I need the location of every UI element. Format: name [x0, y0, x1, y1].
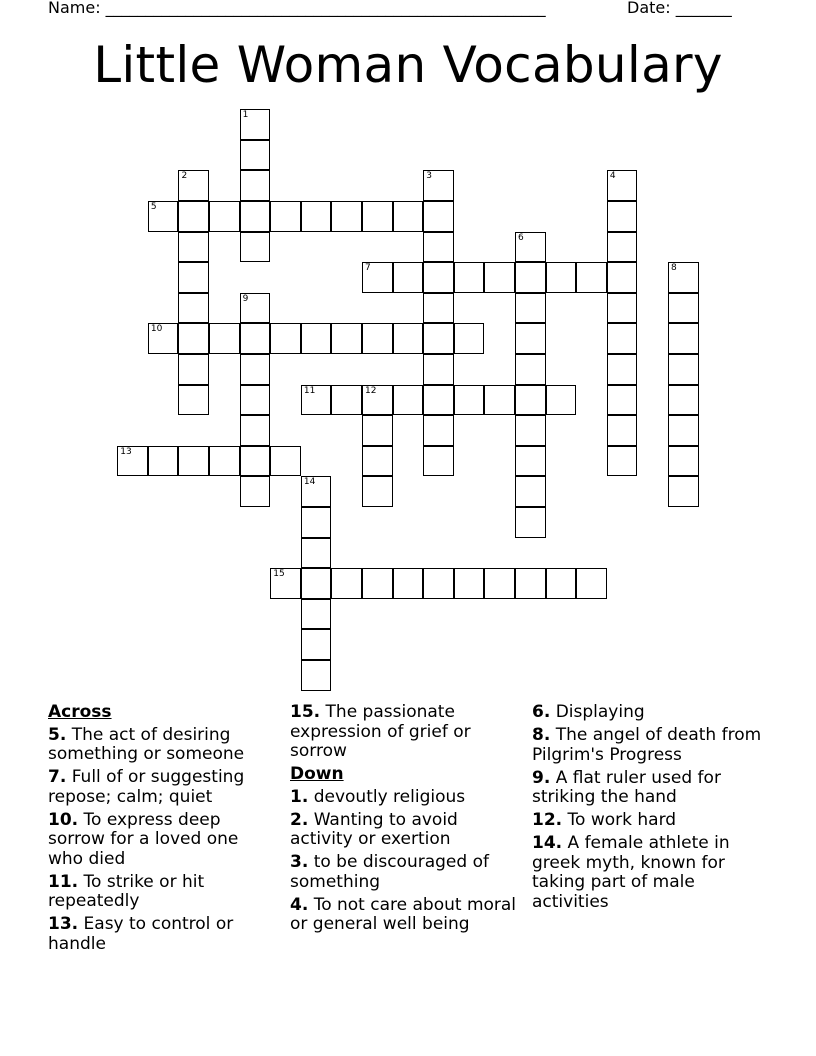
grid-cell[interactable] [576, 262, 607, 293]
grid-cell[interactable] [393, 262, 424, 293]
grid-cell[interactable] [668, 446, 699, 477]
grid-cell[interactable] [607, 415, 638, 446]
grid-cell[interactable] [178, 232, 209, 263]
grid-cell[interactable] [148, 201, 179, 232]
grid-cell[interactable] [393, 323, 424, 354]
grid-cell[interactable] [423, 385, 454, 416]
grid-cell[interactable] [393, 201, 424, 232]
grid-cell[interactable] [362, 476, 393, 507]
grid-cell[interactable] [178, 262, 209, 293]
grid-cell[interactable] [178, 293, 209, 324]
grid-cell[interactable] [423, 446, 454, 477]
clue-item: 12. To work hard [532, 810, 677, 830]
clue-item: 13. Easy to control or handle [48, 914, 234, 954]
grid-cell[interactable] [270, 568, 301, 599]
grid-cell[interactable] [515, 507, 546, 538]
grid-cell[interactable] [301, 660, 332, 691]
grid-cell[interactable] [393, 385, 424, 416]
grid-cell[interactable] [301, 538, 332, 569]
grid-cell[interactable] [209, 446, 240, 477]
grid-cell[interactable] [607, 293, 638, 324]
grid-cell[interactable] [240, 323, 271, 354]
grid-cell[interactable] [546, 385, 577, 416]
grid-cell[interactable] [301, 568, 332, 599]
clue-item: 6. Displaying [532, 702, 645, 722]
clue-number: 2 [181, 171, 188, 182]
grid-cell[interactable] [240, 293, 271, 324]
grid-cell[interactable] [607, 323, 638, 354]
grid-cell[interactable] [362, 385, 393, 416]
grid-cell[interactable] [270, 201, 301, 232]
grid-cell[interactable] [240, 201, 271, 232]
grid-cell[interactable] [301, 599, 332, 630]
grid-cell[interactable] [331, 385, 362, 416]
clue-item: 11. To strike or hit repeatedly [48, 871, 205, 911]
grid-cell[interactable] [484, 262, 515, 293]
clue-number: 12 [365, 385, 377, 396]
grid-cell[interactable] [178, 170, 209, 201]
clue-item: 3. to be discouraged of something [290, 852, 489, 892]
grid-cell[interactable] [362, 415, 393, 446]
grid-cell[interactable] [515, 354, 546, 385]
grid-cell[interactable] [515, 568, 546, 599]
clue-item: 4. To not care about moral or general well being [290, 894, 517, 934]
grid-cell[interactable] [515, 446, 546, 477]
grid-cell[interactable] [331, 568, 362, 599]
grid-cell[interactable] [607, 262, 638, 293]
clue-item: 8. The angel of death from Pilgrim's Progress [532, 725, 762, 765]
grid-cell[interactable] [484, 385, 515, 416]
across-heading: Across [48, 702, 112, 722]
clue-column-2 [290, 703, 520, 938]
clue-number: 13 [120, 446, 132, 457]
grid-cell[interactable] [423, 415, 454, 446]
clue-number: 7 [365, 263, 371, 274]
grid-cell[interactable] [178, 446, 209, 477]
grid-cell[interactable] [301, 629, 332, 660]
grid-cell[interactable] [240, 476, 271, 507]
grid-cell[interactable] [393, 568, 424, 599]
grid-cell[interactable] [607, 170, 638, 201]
clue-number: 10 [150, 324, 163, 335]
grid-cell[interactable] [515, 232, 546, 263]
clue-item: 9. A flat ruler used for striking the hand [532, 767, 721, 807]
grid-cell[interactable] [454, 568, 485, 599]
down-heading: Down [290, 764, 344, 784]
clue-number: 4 [609, 171, 616, 182]
grid-cell[interactable] [240, 385, 271, 416]
grid-cell[interactable] [546, 262, 577, 293]
grid-cell[interactable] [423, 323, 454, 354]
grid-cell[interactable] [117, 446, 148, 477]
clue-item: 2. Wanting to avoid activity or exertion [290, 809, 458, 849]
grid-cell[interactable] [607, 354, 638, 385]
clue-column-3 [532, 703, 762, 916]
grid-cell[interactable] [178, 354, 209, 385]
grid-cell[interactable] [178, 385, 209, 416]
grid-cell[interactable] [362, 262, 393, 293]
grid-cell[interactable] [178, 201, 209, 232]
grid-cell[interactable] [362, 323, 393, 354]
grid-cell[interactable] [515, 293, 546, 324]
clue-item: 1. devoutly religious [290, 786, 466, 807]
grid-cell[interactable] [362, 446, 393, 477]
grid-cell[interactable] [668, 354, 699, 385]
grid-cell[interactable] [454, 385, 485, 416]
clue-number: 14 [303, 477, 316, 488]
grid-cell[interactable] [607, 201, 638, 232]
grid-cell[interactable] [362, 201, 393, 232]
page-title: Little Woman Vocabulary [93, 36, 723, 94]
date-field[interactable]: Date: _______ [627, 0, 732, 17]
clue-number: 15 [273, 569, 285, 580]
grid-cell[interactable] [301, 507, 332, 538]
grid-cell[interactable] [178, 323, 209, 354]
grid-cell[interactable] [515, 476, 546, 507]
grid-cell[interactable] [576, 568, 607, 599]
grid-cell[interactable] [209, 323, 240, 354]
grid-cell[interactable] [607, 232, 638, 263]
grid-cell[interactable] [423, 232, 454, 263]
clue-column-1 [48, 703, 278, 958]
grid-cell[interactable] [240, 140, 271, 171]
grid-cell[interactable] [270, 446, 301, 477]
grid-cell[interactable] [515, 323, 546, 354]
grid-cell[interactable] [668, 476, 699, 507]
grid-cell[interactable] [668, 385, 699, 416]
clue-number: 6 [518, 232, 524, 243]
grid-cell[interactable] [362, 568, 393, 599]
grid-cell[interactable] [423, 201, 454, 232]
grid-cell[interactable] [607, 385, 638, 416]
clue-number: 11 [303, 385, 316, 396]
grid-cell[interactable] [423, 354, 454, 385]
clue-item: 10. To express deep sorrow for a loved one who died [48, 809, 239, 869]
grid-cell[interactable] [301, 385, 332, 416]
clue-item: 15. The passionate expression of grief or sorrow [290, 702, 471, 761]
grid-cell[interactable] [240, 415, 271, 446]
clue-number: 9 [242, 293, 249, 304]
grid-cell[interactable] [270, 323, 301, 354]
clue-number: 5 [150, 202, 157, 213]
clue-item: 5. The act of desiring something or someone [48, 724, 245, 764]
grid-cell[interactable] [240, 446, 271, 477]
clue-number: 3 [426, 171, 432, 182]
grid-cell[interactable] [301, 201, 332, 232]
grid-cell[interactable] [331, 201, 362, 232]
clue-item: 14. A female athlete in greek myth, known for taking part of male activities [532, 833, 730, 912]
grid-cell[interactable] [546, 568, 577, 599]
clue-number: 8 [671, 263, 677, 274]
grid-cell[interactable] [668, 415, 699, 446]
grid-cell[interactable] [668, 262, 699, 293]
grid-cell[interactable] [301, 476, 332, 507]
grid-cell[interactable] [331, 323, 362, 354]
grid-cell[interactable] [668, 323, 699, 354]
grid-cell[interactable] [423, 568, 454, 599]
grid-cell[interactable] [209, 201, 240, 232]
grid-cell[interactable] [454, 262, 485, 293]
grid-cell[interactable] [148, 323, 179, 354]
grid-cell[interactable] [668, 293, 699, 324]
grid-cell[interactable] [240, 354, 271, 385]
grid-cell[interactable] [484, 568, 515, 599]
grid-cell[interactable] [515, 385, 546, 416]
clue-number: 1 [242, 110, 249, 121]
grid-cell[interactable] [515, 262, 546, 293]
grid-cell[interactable] [240, 109, 271, 140]
grid-cell[interactable] [607, 446, 638, 477]
grid-cell[interactable] [148, 446, 179, 477]
grid-cell[interactable] [423, 170, 454, 201]
grid-cell[interactable] [240, 232, 271, 263]
grid-cell[interactable] [240, 170, 271, 201]
clue-item: 7. Full of or suggesting repose; calm; quiet [48, 767, 245, 807]
grid-cell[interactable] [423, 262, 454, 293]
grid-cell[interactable] [423, 293, 454, 324]
name-field[interactable]: Name: _______________________________________________________ [48, 0, 546, 17]
grid-cell[interactable] [301, 323, 332, 354]
grid-cell[interactable] [515, 415, 546, 446]
grid-cell[interactable] [454, 323, 485, 354]
